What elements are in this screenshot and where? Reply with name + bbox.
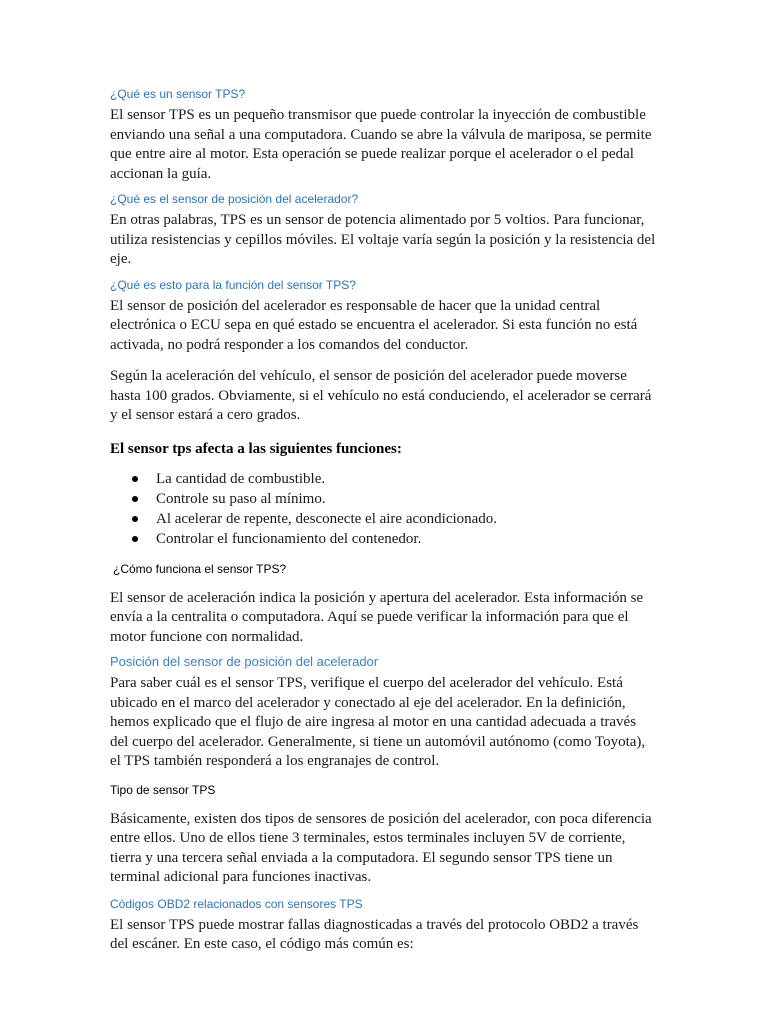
paragraph: Básicamente, existen dos tipos de sensores de posición del acelerador, con poca diferencia entre ellos. Uno de ellos tiene 3 terminales, estos terminales incluyen 5V de corriente, tierra y una tercera señal enviada a la computadora. El segundo sensor TPS tiene un terminal adicional para funciones inactivas. — [110, 810, 652, 885]
section-sensor-types — [110, 782, 658, 888]
section-heading: Códigos OBD2 relacionados con sensores TPS — [110, 896, 363, 911]
list-item: La cantidad de combustible. — [110, 469, 658, 489]
list-item: Controle su paso al mínimo. — [110, 489, 658, 509]
list-item: Controlar el funcionamiento del contenedor. — [110, 529, 658, 549]
section-heading: ¿Cómo funciona el sensor TPS? — [113, 561, 287, 576]
paragraph: El sensor de posición del acelerador es responsable de hacer que la unidad central electrónica o ECU sepa en qué estado se encuentra el acelerador. Si esta función no está activada, no podrá responder a los comandos del conductor. — [110, 297, 638, 353]
paragraph: Según la aceleración del vehículo, el sensor de posición del acelerador puede moverse hasta 100 grados. Obviamente, si el vehículo no está conduciendo, el acelerador se cerrará y el sensor estará a cero grados. — [110, 368, 652, 423]
paragraph: Para saber cuál es el sensor TPS, verifique el cuerpo del acelerador del vehículo. Está ubicado en el marco del acelerador y conectado al eje del acelerador. En la definición, hemos explicado que el flujo de aire ingresa al motor en una cantidad adecuada a través del cuerpo del acelerador. Generalmente, si tiene un automóvil autónomo (como Toyota), el TPS también responderá a los engranajes de control. — [110, 675, 646, 769]
paragraph: El sensor TPS puede mostrar fallas diagnosticadas a través del protocolo OBD2 a través del escáner. En este caso, el código más común es: — [110, 916, 639, 952]
paragraph: En otras palabras, TPS es un sensor de potencia alimentado por 5 voltios. Para funcionar, utiliza resistencias y cepillos móviles. El voltaje varía según la posición y la resistencia del eje. — [110, 212, 656, 267]
section-affected-functions — [110, 440, 658, 549]
paragraph: El sensor TPS es un pequeño transmisor que puede controlar la inyección de combustible enviando una señal a una computadora. Cuando se abre la válvula de mariposa, se permite que entre aire al motor. Esta operación se puede realizar porque el acelerador o el pedal accionan la guía. — [110, 107, 652, 182]
bullet-list — [110, 469, 658, 549]
section-function — [110, 277, 658, 426]
section-heading: ¿Qué es el sensor de posición del acelerador? — [110, 192, 359, 206]
section-heading: ¿Qué es un sensor TPS? — [110, 87, 246, 101]
section-how-it-works — [110, 561, 658, 648]
section-throttle-position-sensor — [110, 191, 658, 270]
document-page — [110, 86, 658, 955]
list-item: Al acelerar de repente, desconecte el aire acondicionado. — [110, 509, 658, 529]
section-heading: ¿Qué es esto para la función del sensor TPS? — [110, 277, 356, 292]
section-what-is-tps — [110, 86, 658, 184]
section-heading: El sensor tps afecta a las siguientes funciones: — [110, 440, 402, 457]
section-heading: Tipo de sensor TPS — [110, 782, 216, 797]
paragraph: El sensor de aceleración indica la posición y apertura del acelerador. Esta información se envía a la centralita o computadora. Aquí se puede verificar la información para que el motor funcione con normalidad. — [110, 589, 644, 645]
section-obd2-codes — [110, 896, 658, 955]
section-heading: Posición del sensor de posición del acelerador — [110, 654, 379, 669]
section-sensor-location — [110, 654, 658, 772]
